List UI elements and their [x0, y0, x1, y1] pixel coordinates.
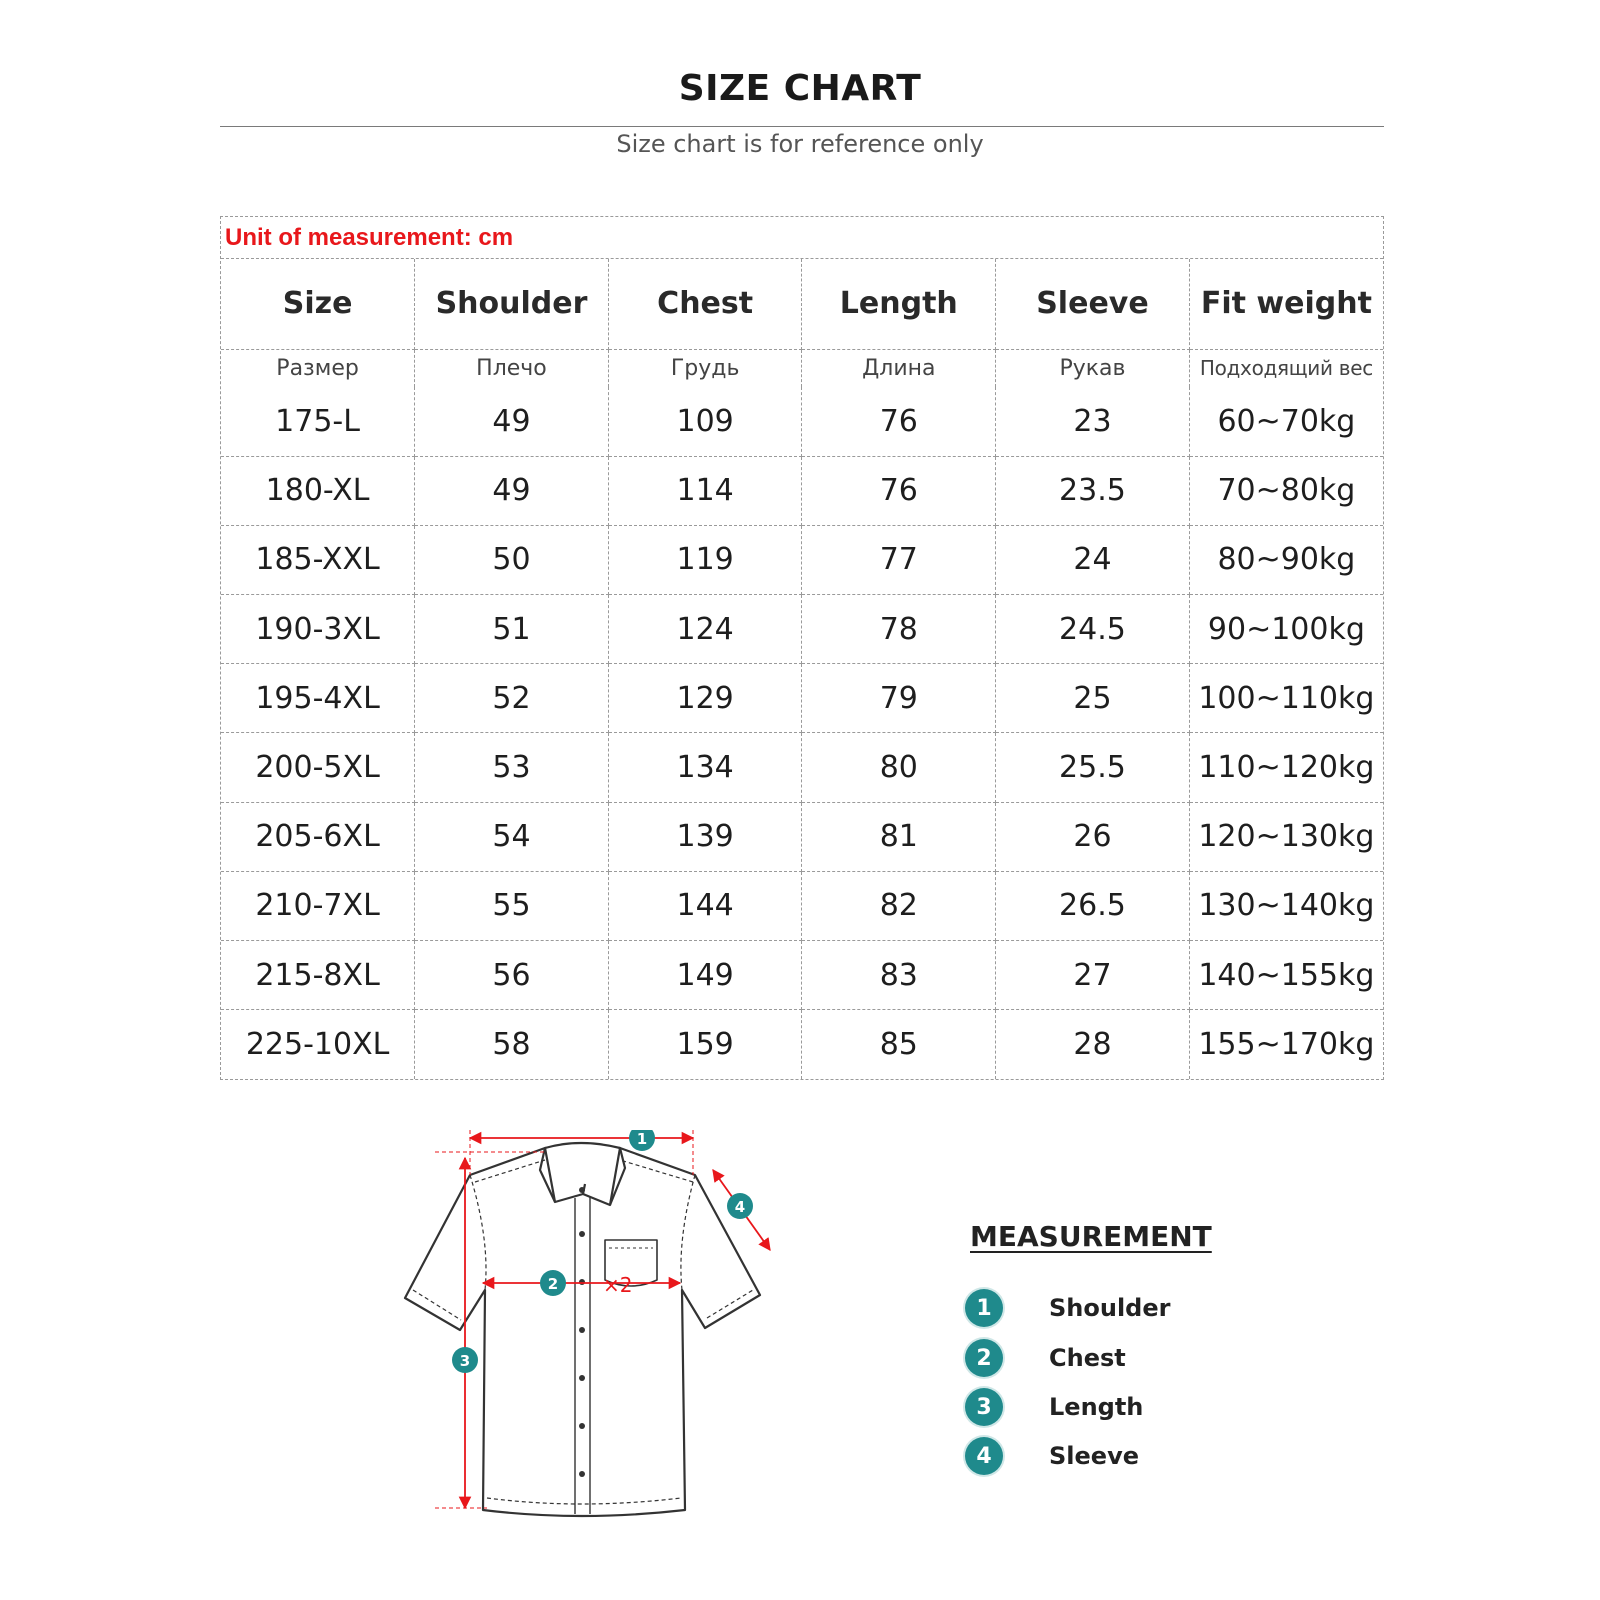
table-row — [221, 871, 1383, 940]
svg-text:4: 4 — [734, 1198, 746, 1216]
table-row — [221, 595, 1383, 664]
cell-shoulder: 50 — [415, 525, 609, 594]
title-divider — [220, 126, 1384, 127]
col-header-length: Length — [802, 259, 996, 349]
cell-shoulder: 58 — [415, 1010, 609, 1079]
cell-length: 76 — [802, 387, 996, 456]
col-header-size: Size — [221, 259, 415, 349]
table-row — [221, 941, 1383, 1010]
marker-1 — [629, 1130, 655, 1151]
col-header-ru-sleeve: Рукав — [996, 349, 1190, 387]
table-row — [221, 733, 1383, 802]
cell-size: 205-6XL — [221, 802, 415, 871]
cell-size: 180-XL — [221, 456, 415, 525]
table-row — [221, 1010, 1383, 1079]
unit-row — [221, 217, 1383, 259]
cell-size: 200-5XL — [221, 733, 415, 802]
legend-label: Shoulder — [1049, 1294, 1171, 1322]
svg-text:2: 2 — [547, 1275, 559, 1293]
cell-chest: 129 — [608, 664, 802, 733]
cell-shoulder: 49 — [415, 387, 609, 456]
cell-shoulder: 55 — [415, 871, 609, 940]
cell-length: 78 — [802, 595, 996, 664]
cell-shoulder: 53 — [415, 733, 609, 802]
cell-chest: 144 — [608, 871, 802, 940]
cell-sleeve: 23.5 — [996, 456, 1190, 525]
cell-chest: 149 — [608, 941, 802, 1010]
chest-multiplier: ×2 — [603, 1273, 633, 1297]
cell-sleeve: 26 — [996, 802, 1190, 871]
cell-shoulder: 49 — [415, 456, 609, 525]
cell-chest: 124 — [608, 595, 802, 664]
cell-chest: 159 — [608, 1010, 802, 1079]
cell-fit-weight: 120~130kg — [1189, 802, 1383, 871]
cell-fit-weight: 100~110kg — [1189, 664, 1383, 733]
cell-sleeve: 24.5 — [996, 595, 1190, 664]
page-subtitle: Size chart is for reference only — [616, 130, 984, 158]
cell-length: 83 — [802, 941, 996, 1010]
cell-fit-weight: 130~140kg — [1189, 871, 1383, 940]
cell-fit-weight: 155~170kg — [1198, 1027, 1375, 1063]
cell-chest: 139 — [608, 802, 802, 871]
cell-chest: 134 — [608, 733, 802, 802]
cell-size: 190-3XL — [221, 595, 415, 664]
cell-length: 79 — [802, 664, 996, 733]
header-row-ru — [221, 349, 1383, 387]
col-header-ru-length: Длина — [802, 349, 996, 387]
legend-label: Sleeve — [1049, 1442, 1139, 1470]
cell-size: 215-8XL — [221, 941, 415, 1010]
cell-size: 185-XXL — [221, 525, 415, 594]
cell-shoulder: 54 — [415, 802, 609, 871]
marker-3 — [452, 1347, 478, 1373]
legend-item-sleeve — [965, 1436, 1225, 1476]
col-header-ru-size: Размер — [221, 349, 415, 387]
marker-2 — [540, 1270, 566, 1296]
col-header-fit-weight: Fit weight — [1189, 259, 1383, 349]
number-badge-icon: 1 — [965, 1289, 1003, 1327]
number-badge-icon: 2 — [965, 1339, 1003, 1377]
table-row — [221, 525, 1383, 594]
legend-label: Chest — [1049, 1344, 1126, 1372]
size-grid — [221, 259, 1383, 1079]
legend-label: Length — [1049, 1393, 1144, 1421]
cell-chest: 119 — [608, 525, 802, 594]
table-row — [221, 387, 1383, 456]
cell-shoulder: 52 — [415, 664, 609, 733]
cell-length: 76 — [802, 456, 996, 525]
svg-text:1: 1 — [636, 1130, 648, 1148]
page-title: SIZE CHART — [678, 68, 922, 109]
unit-note: Unit of measurement: cm — [225, 223, 514, 251]
col-header-chest: Chest — [608, 259, 802, 349]
col-header-ru-shoulder: Плечо — [415, 349, 609, 387]
cell-length: 85 — [802, 1010, 996, 1079]
legend-item-shoulder — [965, 1288, 1225, 1328]
cell-sleeve: 27 — [996, 941, 1190, 1010]
cell-fit-weight: 80~90kg — [1189, 525, 1383, 594]
cell-chest: 114 — [608, 456, 802, 525]
number-badge-icon: 3 — [965, 1388, 1003, 1426]
cell-chest: 109 — [608, 387, 802, 456]
cell-fit-weight: 110~120kg — [1189, 733, 1383, 802]
cell-length: 81 — [802, 802, 996, 871]
cell-fit-weight: 90~100kg — [1189, 595, 1383, 664]
shirt-diagram — [395, 1130, 825, 1550]
cell-sleeve: 23 — [996, 387, 1190, 456]
header-row — [221, 259, 1383, 349]
col-header-shoulder: Shoulder — [415, 259, 609, 349]
svg-text:3: 3 — [459, 1352, 471, 1370]
number-badge-icon: 4 — [965, 1437, 1003, 1475]
cell-length: 80 — [802, 733, 996, 802]
cell-sleeve: 26.5 — [996, 871, 1190, 940]
cell-fit-weight: 70~80kg — [1189, 456, 1383, 525]
table-row — [221, 664, 1383, 733]
cell-sleeve: 24 — [996, 525, 1190, 594]
cell-size: 210-7XL — [221, 871, 415, 940]
cell-fit-weight: 60~70kg — [1189, 387, 1383, 456]
size-table — [220, 216, 1384, 1080]
cell-sleeve: 25 — [996, 664, 1190, 733]
col-header-sleeve: Sleeve — [996, 259, 1190, 349]
cell-shoulder: 51 — [415, 595, 609, 664]
table-row — [221, 802, 1383, 871]
cell-size: 195-4XL — [221, 664, 415, 733]
measurement-legend — [930, 1160, 1230, 1520]
legend-item-chest — [965, 1338, 1225, 1378]
col-header-ru-chest: Грудь — [608, 349, 802, 387]
cell-shoulder: 56 — [415, 941, 609, 1010]
cell-sleeve: 25.5 — [996, 733, 1190, 802]
cell-size: 225-10XL — [221, 1010, 415, 1079]
marker-4 — [727, 1193, 753, 1219]
cell-length: 77 — [802, 525, 996, 594]
measurement-title: MEASUREMENT — [970, 1220, 1212, 1253]
cell-sleeve: 28 — [996, 1010, 1190, 1079]
table-row — [221, 456, 1383, 525]
cell-size: 175-L — [221, 387, 415, 456]
cell-length: 82 — [802, 871, 996, 940]
cell-fit-weight: 140~155kg — [1189, 941, 1383, 1010]
col-header-ru-fit-weight: Подходящий вес — [1199, 356, 1373, 381]
legend-item-length — [965, 1387, 1225, 1427]
